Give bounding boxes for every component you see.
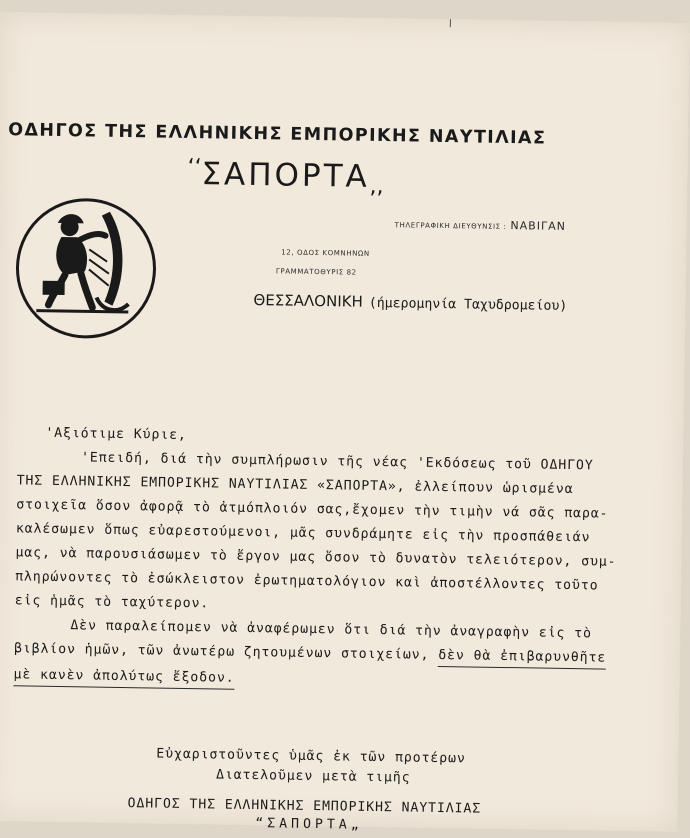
date-note: (ήμερομηνία Ταχυδρομείου) — [368, 295, 568, 314]
quote-open: ‘‘ — [187, 154, 202, 181]
underlined-phrase-2: μὲ κανὲν ἀπολύτως ἔξοδον. — [13, 667, 234, 689]
city-line — [253, 291, 567, 314]
closing-regards: Διατελοῦμεν μετὰ τιμῆς — [215, 767, 411, 786]
telegraphic-address — [395, 217, 566, 233]
signature-company: ΟΔΗΓΟΣ ΤΗΣ ΕΛΛΗΝΙΚΗΣ ΕΜΠΟΡΙΚΗΣ ΝΑΥΤΙΛΙΑΣ — [127, 796, 482, 817]
seated-figure-with-anchor-emblem-icon — [15, 197, 157, 339]
paragraph2-line-2 — [14, 641, 606, 665]
paragraph1-line-7: εἰς ἡμᾶς τὸ ταχύτερον. — [14, 593, 210, 612]
address-pobox: ΓΡΑΜΜΑΤΟΘΥΡΙΣ 82 — [275, 267, 357, 277]
paragraph1-line-4: καλέσωμεν ὅπως εὐαρεστούμενοι, μᾶς συνδράμητε εἰς τὴν προσπάθειάν — [15, 521, 591, 546]
paper-mark — [450, 19, 451, 27]
paragraph2-line-1: Δὲν παραλείπομεν νὰ ἀναφέρωμεν ὅτι διά τὴν ἀναγραφὴν εἰς τὸ — [70, 618, 592, 642]
quote-close: ,, — [369, 173, 384, 200]
paragraph1-line-1: 'Επειδή, διά τὴν συμπλήρωσιν τῆς νέας 'Εκδόσεως τοῦ ΟΔΗΓΟΥ — [80, 450, 594, 474]
paragraph1-line-6: πληρώνοντες τὸ ἐσώκλειστον ἐρωτηματολόγιον καὶ ἀποστέλλοντες τοῦτο — [15, 569, 599, 594]
address-street: 12, ΟΔΟΣ ΚΟΜΝΗΝΩΝ — [281, 248, 370, 258]
closing-thanks: Εὐχαριστοῦντες ὑμᾶς ἐκ τῶν προτέρων — [156, 746, 466, 767]
underlined-phrase-1: δὲν θὰ ἐπιβαρυνθῆτε — [438, 648, 606, 670]
city-name: ΘΕΣΣΑΛΟΝΙΚΗ — [253, 291, 363, 311]
company-name-text: ΣΑΠΟΡΤΑ — [201, 156, 371, 195]
paragraph1-line-2: ΤΗΣ ΕΛΛΗΝΙΚΗΣ ΕΜΠΟΡΙΚΗΣ ΝΑΥΤΙΛΙΑΣ «ΣΑΠΟΡΤΑ», ἐλλείπουν ὡρισμένα — [16, 473, 574, 498]
telegraphic-label: ΤΗΛΕΓΡΑΦΙΚΗ ΔΙΕΥΘΥΝΣΙΣ : — [394, 221, 507, 231]
signature-name: “ΣΑΠΟΡΤΑ„ — [255, 816, 363, 833]
salutation: 'Αξιότιμε Κύριε, — [45, 425, 187, 443]
paragraph2-line-3 — [13, 667, 234, 685]
telegraphic-code: ΝΑΒΙΓΑΝ — [510, 219, 567, 233]
paragraph1-line-3: στοιχεῖα ὅσον ἀφορᾷ τὸ ἀτμόπλοιόν σας,ἔχομεν τὴν τιμὴν νά σᾶς παρα- — [16, 497, 609, 522]
company-name — [187, 155, 384, 199]
letter-page — [0, 12, 690, 832]
letterhead-title: ΟΔΗΓΟΣ ΤΗΣ ΕΛΛΗΝΙΚΗΣ ΕΜΠΟΡΙΚΗΣ ΝΑΥΤΙΛΙΑΣ — [7, 120, 547, 149]
paragraph1-line-5: μας, νὰ παρουσιάσωμεν τὸ ἔργον μας ὅσον τὸ δυνατὸν τελειότερον, συμ- — [15, 545, 617, 570]
paragraph2-line-2-text: βιβλίον ἡμῶν, τῶν ἀνωτέρω ζητουμένων στοιχείων, — [13, 641, 430, 663]
